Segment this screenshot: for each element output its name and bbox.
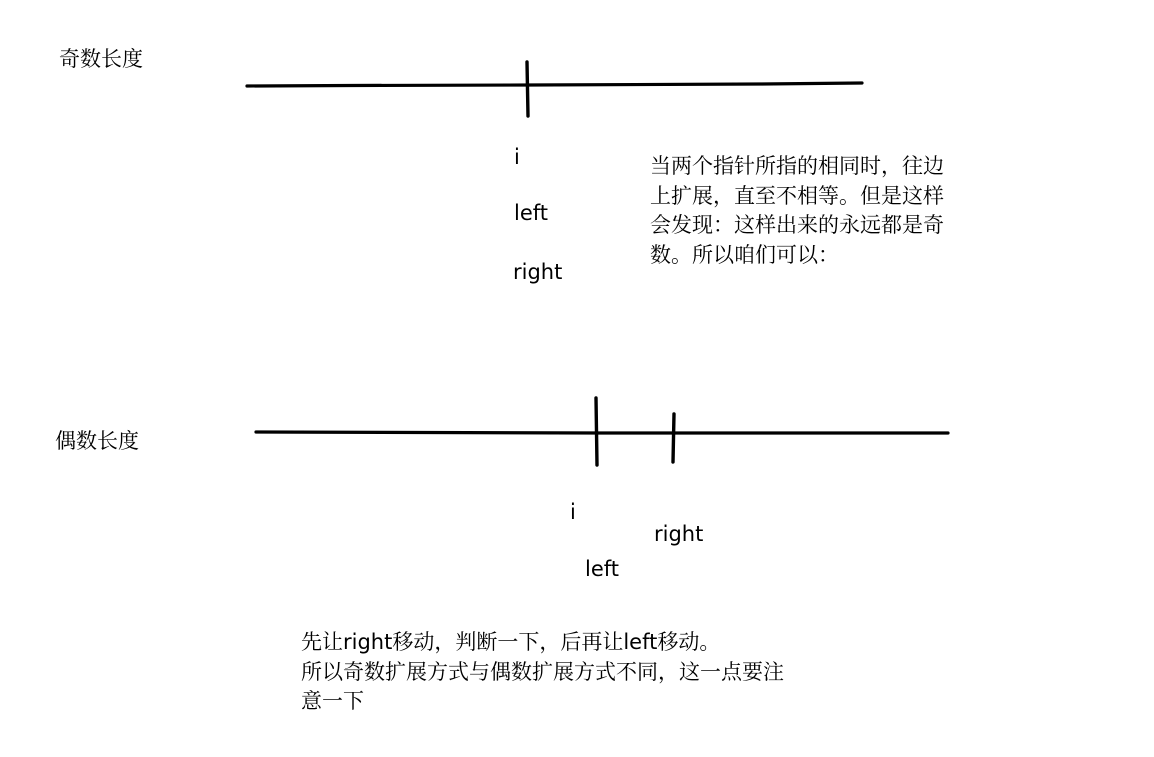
- bottom-explanation-note: [301, 628, 784, 717]
- even-pointer-i: i: [570, 500, 576, 524]
- odd-explanation-note: [650, 152, 944, 270]
- even-length-label: 偶数长度: [55, 429, 139, 453]
- odd-center-tick: [527, 62, 528, 116]
- odd-pointer-right: right: [513, 260, 563, 284]
- even-left-tick: [596, 398, 597, 465]
- even-right-tick: [673, 414, 674, 462]
- even-length-line: [256, 432, 948, 433]
- odd-note-line: 当两个指针所指的相同时，往边: [650, 154, 944, 178]
- bottom-note-line: 意一下: [301, 689, 364, 713]
- odd-pointer-left: left: [514, 201, 549, 225]
- odd-length-label: 奇数长度: [59, 47, 143, 71]
- odd-note-line: 上扩展，直至不相等。但是这样: [650, 183, 944, 208]
- even-pointer-left: left: [585, 557, 620, 581]
- even-pointer-right: right: [654, 522, 704, 546]
- bottom-note-line: 先让right移动，判断一下，后再让left移动。: [301, 630, 721, 654]
- odd-note-line: 会发现：这样出来的永远都是奇: [650, 213, 944, 237]
- odd-pointer-i: i: [514, 145, 520, 169]
- odd-length-line: [247, 83, 862, 86]
- odd-note-line: 数。所以咱们可以：: [650, 242, 839, 267]
- bottom-note-line: 所以奇数扩展方式与偶数扩展方式不同，这一点要注: [301, 659, 784, 684]
